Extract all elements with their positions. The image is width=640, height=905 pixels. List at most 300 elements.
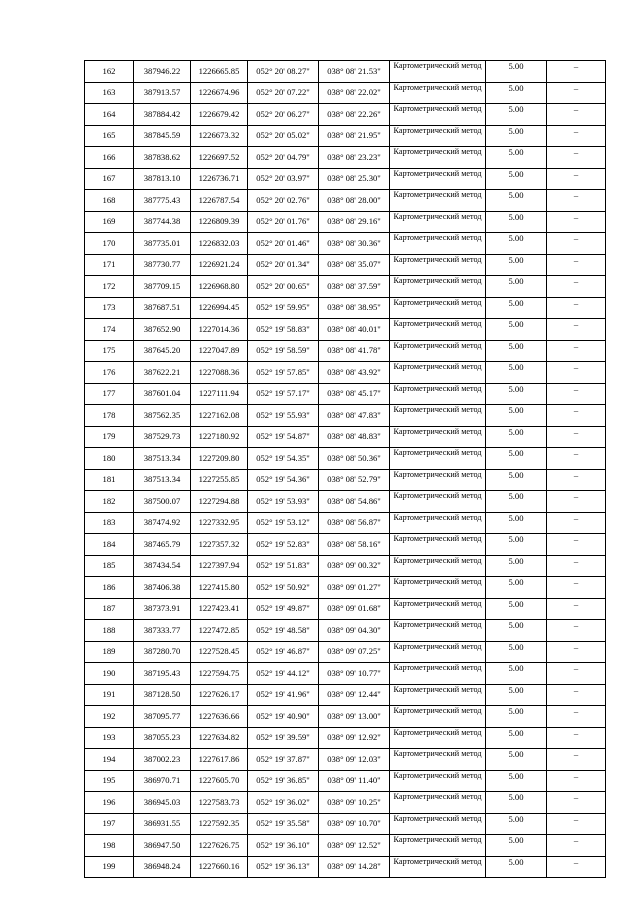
coord-y-cell: 1227617.86: [191, 749, 248, 771]
method-cell: Картометрический метод: [390, 684, 486, 706]
longitude-cell: 038° 08' 30.36": [319, 233, 390, 255]
point-number-cell: 198: [85, 835, 134, 857]
coord-x-cell: 387845.59: [134, 125, 191, 147]
point-number-cell: 187: [85, 598, 134, 620]
method-cell: Картометрический метод: [390, 555, 486, 577]
coord-x-cell: 387195.43: [134, 663, 191, 685]
point-number-cell: 193: [85, 727, 134, 749]
method-cell: Картометрический метод: [390, 147, 486, 169]
coord-y-cell: 1226809.39: [191, 211, 248, 233]
coord-y-cell: 1227162.08: [191, 405, 248, 427]
coord-x-cell: 387373.91: [134, 598, 191, 620]
coord-y-cell: 1227636.66: [191, 706, 248, 728]
method-cell: Картометрический метод: [390, 469, 486, 491]
table-row: [85, 448, 606, 470]
coord-x-cell: 387813.10: [134, 168, 191, 190]
latitude-cell: 052° 20' 03.97": [248, 168, 319, 190]
accuracy-cell: 5.00: [486, 749, 547, 771]
latitude-cell: 052° 20' 01.76": [248, 211, 319, 233]
coord-x-cell: 387474.92: [134, 512, 191, 534]
longitude-cell: 038° 09' 12.03": [319, 749, 390, 771]
coord-y-cell: 1227626.17: [191, 684, 248, 706]
point-number-cell: 199: [85, 856, 134, 878]
coord-y-cell: 1227294.88: [191, 491, 248, 513]
latitude-cell: 052° 19' 40.90": [248, 706, 319, 728]
coord-x-cell: 387055.23: [134, 727, 191, 749]
method-cell: Картометрический метод: [390, 856, 486, 878]
accuracy-cell: 5.00: [486, 620, 547, 642]
latitude-cell: 052° 19' 46.87": [248, 641, 319, 663]
accuracy-cell: 5.00: [486, 534, 547, 556]
coord-y-cell: 1227088.36: [191, 362, 248, 384]
coord-y-cell: 1227583.73: [191, 792, 248, 814]
note-cell: –: [547, 448, 606, 470]
latitude-cell: 052° 19' 57.85": [248, 362, 319, 384]
point-number-cell: 179: [85, 426, 134, 448]
longitude-cell: 038° 09' 13.00": [319, 706, 390, 728]
longitude-cell: 038° 08' 52.79": [319, 469, 390, 491]
coord-y-cell: 1226697.52: [191, 147, 248, 169]
method-cell: Картометрический метод: [390, 491, 486, 513]
latitude-cell: 052° 19' 36.02": [248, 792, 319, 814]
method-cell: Картометрический метод: [390, 254, 486, 276]
table-row: [85, 792, 606, 814]
method-cell: Картометрический метод: [390, 319, 486, 341]
coord-x-cell: 387465.79: [134, 534, 191, 556]
point-number-cell: 172: [85, 276, 134, 298]
coord-x-cell: 386970.71: [134, 770, 191, 792]
latitude-cell: 052° 19' 39.59": [248, 727, 319, 749]
coord-x-cell: 387652.90: [134, 319, 191, 341]
note-cell: –: [547, 813, 606, 835]
accuracy-cell: 5.00: [486, 61, 547, 83]
coord-y-cell: 1226921.24: [191, 254, 248, 276]
point-number-cell: 168: [85, 190, 134, 212]
coord-x-cell: 387128.50: [134, 684, 191, 706]
table-row: [85, 770, 606, 792]
method-cell: Картометрический метод: [390, 190, 486, 212]
latitude-cell: 052° 19' 36.10": [248, 835, 319, 857]
accuracy-cell: 5.00: [486, 168, 547, 190]
point-number-cell: 189: [85, 641, 134, 663]
coord-x-cell: 387913.57: [134, 82, 191, 104]
accuracy-cell: 5.00: [486, 813, 547, 835]
coord-y-cell: 1227634.82: [191, 727, 248, 749]
note-cell: –: [547, 512, 606, 534]
coord-y-cell: 1227660.16: [191, 856, 248, 878]
note-cell: –: [547, 770, 606, 792]
longitude-cell: 038° 08' 22.26": [319, 104, 390, 126]
coord-y-cell: 1227397.94: [191, 555, 248, 577]
accuracy-cell: 5.00: [486, 426, 547, 448]
latitude-cell: 052° 19' 58.83": [248, 319, 319, 341]
note-cell: –: [547, 319, 606, 341]
table-row: [85, 469, 606, 491]
accuracy-cell: 5.00: [486, 125, 547, 147]
table-row: [85, 684, 606, 706]
note-cell: –: [547, 469, 606, 491]
longitude-cell: 038° 09' 10.70": [319, 813, 390, 835]
method-cell: Картометрический метод: [390, 534, 486, 556]
coord-x-cell: 387884.42: [134, 104, 191, 126]
coord-x-cell: 387095.77: [134, 706, 191, 728]
note-cell: –: [547, 405, 606, 427]
table-row: [85, 211, 606, 233]
point-number-cell: 185: [85, 555, 134, 577]
accuracy-cell: 5.00: [486, 82, 547, 104]
coord-x-cell: 387333.77: [134, 620, 191, 642]
note-cell: –: [547, 663, 606, 685]
coord-y-cell: 1226994.45: [191, 297, 248, 319]
latitude-cell: 052° 20' 02.76": [248, 190, 319, 212]
point-number-cell: 170: [85, 233, 134, 255]
accuracy-cell: 5.00: [486, 792, 547, 814]
method-cell: Картометрический метод: [390, 168, 486, 190]
table-row: [85, 297, 606, 319]
accuracy-cell: 5.00: [486, 297, 547, 319]
latitude-cell: 052° 20' 05.02": [248, 125, 319, 147]
note-cell: –: [547, 61, 606, 83]
latitude-cell: 052° 19' 52.83": [248, 534, 319, 556]
longitude-cell: 038° 08' 41.78": [319, 340, 390, 362]
coord-x-cell: 387645.20: [134, 340, 191, 362]
longitude-cell: 038° 08' 37.59": [319, 276, 390, 298]
coord-y-cell: 1227415.80: [191, 577, 248, 599]
longitude-cell: 038° 08' 21.53": [319, 61, 390, 83]
latitude-cell: 052° 19' 48.58": [248, 620, 319, 642]
point-number-cell: 167: [85, 168, 134, 190]
coord-y-cell: 1227626.75: [191, 835, 248, 857]
longitude-cell: 038° 08' 35.07": [319, 254, 390, 276]
method-cell: Картометрический метод: [390, 297, 486, 319]
longitude-cell: 038° 09' 07.25": [319, 641, 390, 663]
table-row: [85, 383, 606, 405]
note-cell: –: [547, 706, 606, 728]
coord-y-cell: 1227209.80: [191, 448, 248, 470]
latitude-cell: 052° 20' 01.46": [248, 233, 319, 255]
coord-y-cell: 1227594.75: [191, 663, 248, 685]
method-cell: Картометрический метод: [390, 276, 486, 298]
coord-x-cell: 387562.35: [134, 405, 191, 427]
longitude-cell: 038° 08' 50.36": [319, 448, 390, 470]
longitude-cell: 038° 08' 48.83": [319, 426, 390, 448]
table-row: [85, 405, 606, 427]
latitude-cell: 052° 20' 06.27": [248, 104, 319, 126]
latitude-cell: 052° 20' 01.34": [248, 254, 319, 276]
coord-x-cell: 386931.55: [134, 813, 191, 835]
longitude-cell: 038° 08' 40.01": [319, 319, 390, 341]
method-cell: Картометрический метод: [390, 620, 486, 642]
accuracy-cell: 5.00: [486, 448, 547, 470]
point-number-cell: 162: [85, 61, 134, 83]
coord-y-cell: 1226787.54: [191, 190, 248, 212]
coord-x-cell: 387280.70: [134, 641, 191, 663]
accuracy-cell: 5.00: [486, 512, 547, 534]
point-number-cell: 182: [85, 491, 134, 513]
table-row: [85, 512, 606, 534]
longitude-cell: 038° 08' 23.23": [319, 147, 390, 169]
latitude-cell: 052° 19' 35.58": [248, 813, 319, 835]
table-row: [85, 168, 606, 190]
note-cell: –: [547, 147, 606, 169]
point-number-cell: 190: [85, 663, 134, 685]
method-cell: Картометрический метод: [390, 727, 486, 749]
point-number-cell: 197: [85, 813, 134, 835]
note-cell: –: [547, 276, 606, 298]
longitude-cell: 038° 09' 10.25": [319, 792, 390, 814]
method-cell: Картометрический метод: [390, 125, 486, 147]
accuracy-cell: 5.00: [486, 663, 547, 685]
method-cell: Картометрический метод: [390, 82, 486, 104]
table-row: [85, 82, 606, 104]
accuracy-cell: 5.00: [486, 211, 547, 233]
method-cell: Картометрический метод: [390, 749, 486, 771]
accuracy-cell: 5.00: [486, 276, 547, 298]
coord-x-cell: 386945.03: [134, 792, 191, 814]
longitude-cell: 038° 09' 01.68": [319, 598, 390, 620]
table-row: [85, 555, 606, 577]
longitude-cell: 038° 08' 25.30": [319, 168, 390, 190]
longitude-cell: 038° 08' 29.16": [319, 211, 390, 233]
longitude-cell: 038° 08' 22.02": [319, 82, 390, 104]
coord-y-cell: 1227255.85: [191, 469, 248, 491]
coord-x-cell: 387946.22: [134, 61, 191, 83]
longitude-cell: 038° 08' 56.87": [319, 512, 390, 534]
table-row: [85, 104, 606, 126]
longitude-cell: 038° 09' 12.92": [319, 727, 390, 749]
method-cell: Картометрический метод: [390, 577, 486, 599]
table-row: [85, 835, 606, 857]
method-cell: Картометрический метод: [390, 104, 486, 126]
table-row: [85, 598, 606, 620]
point-number-cell: 177: [85, 383, 134, 405]
method-cell: Картометрический метод: [390, 61, 486, 83]
table-row: [85, 856, 606, 878]
coord-x-cell: 387529.73: [134, 426, 191, 448]
latitude-cell: 052° 19' 50.92": [248, 577, 319, 599]
point-number-cell: 165: [85, 125, 134, 147]
table-body: [85, 61, 606, 878]
note-cell: –: [547, 168, 606, 190]
longitude-cell: 038° 09' 10.77": [319, 663, 390, 685]
coord-y-cell: 1227332.95: [191, 512, 248, 534]
coord-x-cell: 387434.54: [134, 555, 191, 577]
method-cell: Картометрический метод: [390, 448, 486, 470]
accuracy-cell: 5.00: [486, 598, 547, 620]
note-cell: –: [547, 82, 606, 104]
point-number-cell: 171: [85, 254, 134, 276]
accuracy-cell: 5.00: [486, 469, 547, 491]
note-cell: –: [547, 233, 606, 255]
method-cell: Картометрический метод: [390, 641, 486, 663]
method-cell: Картометрический метод: [390, 405, 486, 427]
latitude-cell: 052° 19' 54.36": [248, 469, 319, 491]
longitude-cell: 038° 09' 12.44": [319, 684, 390, 706]
method-cell: Картометрический метод: [390, 663, 486, 685]
longitude-cell: 038° 09' 00.32": [319, 555, 390, 577]
latitude-cell: 052° 19' 53.12": [248, 512, 319, 534]
method-cell: Картометрический метод: [390, 233, 486, 255]
point-number-cell: 183: [85, 512, 134, 534]
accuracy-cell: 5.00: [486, 706, 547, 728]
longitude-cell: 038° 09' 04.30": [319, 620, 390, 642]
accuracy-cell: 5.00: [486, 319, 547, 341]
note-cell: –: [547, 577, 606, 599]
table-row: [85, 534, 606, 556]
coord-y-cell: 1226968.80: [191, 276, 248, 298]
method-cell: Картометрический метод: [390, 362, 486, 384]
coord-y-cell: 1227605.70: [191, 770, 248, 792]
coord-x-cell: 386947.50: [134, 835, 191, 857]
method-cell: Картометрический метод: [390, 512, 486, 534]
table-row: [85, 190, 606, 212]
coord-x-cell: 387601.04: [134, 383, 191, 405]
point-number-cell: 164: [85, 104, 134, 126]
longitude-cell: 038° 09' 11.40": [319, 770, 390, 792]
coord-y-cell: 1226674.96: [191, 82, 248, 104]
point-number-cell: 163: [85, 82, 134, 104]
point-number-cell: 166: [85, 147, 134, 169]
longitude-cell: 038° 08' 54.86": [319, 491, 390, 513]
point-number-cell: 178: [85, 405, 134, 427]
note-cell: –: [547, 383, 606, 405]
coord-x-cell: 387838.62: [134, 147, 191, 169]
note-cell: –: [547, 491, 606, 513]
longitude-cell: 038° 09' 14.28": [319, 856, 390, 878]
method-cell: Картометрический метод: [390, 383, 486, 405]
coord-x-cell: 387730.77: [134, 254, 191, 276]
latitude-cell: 052° 19' 57.17": [248, 383, 319, 405]
coord-y-cell: 1227357.32: [191, 534, 248, 556]
point-number-cell: 169: [85, 211, 134, 233]
longitude-cell: 038° 08' 28.00": [319, 190, 390, 212]
coord-y-cell: 1227111.94: [191, 383, 248, 405]
point-number-cell: 175: [85, 340, 134, 362]
coord-y-cell: 1227528.45: [191, 641, 248, 663]
accuracy-cell: 5.00: [486, 147, 547, 169]
longitude-cell: 038° 08' 58.16": [319, 534, 390, 556]
accuracy-cell: 5.00: [486, 254, 547, 276]
table-row: [85, 61, 606, 83]
accuracy-cell: 5.00: [486, 491, 547, 513]
table-row: [85, 340, 606, 362]
note-cell: –: [547, 426, 606, 448]
point-number-cell: 176: [85, 362, 134, 384]
coord-y-cell: 1226832.03: [191, 233, 248, 255]
coord-x-cell: 387775.43: [134, 190, 191, 212]
longitude-cell: 038° 08' 47.83": [319, 405, 390, 427]
note-cell: –: [547, 254, 606, 276]
point-number-cell: 184: [85, 534, 134, 556]
latitude-cell: 052° 20' 04.79": [248, 147, 319, 169]
accuracy-cell: 5.00: [486, 405, 547, 427]
coord-x-cell: 387500.07: [134, 491, 191, 513]
coord-x-cell: 387513.34: [134, 448, 191, 470]
latitude-cell: 052° 19' 54.35": [248, 448, 319, 470]
latitude-cell: 052° 20' 08.27": [248, 61, 319, 83]
latitude-cell: 052° 19' 49.87": [248, 598, 319, 620]
latitude-cell: 052° 20' 00.65": [248, 276, 319, 298]
table-row: [85, 233, 606, 255]
point-number-cell: 192: [85, 706, 134, 728]
latitude-cell: 052° 19' 36.13": [248, 856, 319, 878]
note-cell: –: [547, 534, 606, 556]
latitude-cell: 052° 19' 37.87": [248, 749, 319, 771]
coord-x-cell: 387002.23: [134, 749, 191, 771]
coord-y-cell: 1226736.71: [191, 168, 248, 190]
note-cell: –: [547, 125, 606, 147]
longitude-cell: 038° 08' 43.92": [319, 362, 390, 384]
table-row: [85, 426, 606, 448]
note-cell: –: [547, 211, 606, 233]
table-row: [85, 491, 606, 513]
point-number-cell: 173: [85, 297, 134, 319]
note-cell: –: [547, 856, 606, 878]
note-cell: –: [547, 555, 606, 577]
accuracy-cell: 5.00: [486, 835, 547, 857]
accuracy-cell: 5.00: [486, 555, 547, 577]
coord-y-cell: 1227423.41: [191, 598, 248, 620]
note-cell: –: [547, 684, 606, 706]
accuracy-cell: 5.00: [486, 577, 547, 599]
table-row: [85, 641, 606, 663]
coordinates-table: [84, 60, 606, 878]
coord-y-cell: 1227047.89: [191, 340, 248, 362]
table-row: [85, 813, 606, 835]
coord-x-cell: 386948.24: [134, 856, 191, 878]
method-cell: Картометрический метод: [390, 211, 486, 233]
accuracy-cell: 5.00: [486, 684, 547, 706]
accuracy-cell: 5.00: [486, 856, 547, 878]
accuracy-cell: 5.00: [486, 362, 547, 384]
latitude-cell: 052° 19' 54.87": [248, 426, 319, 448]
coord-y-cell: 1227592.35: [191, 813, 248, 835]
point-number-cell: 174: [85, 319, 134, 341]
coord-y-cell: 1226673.32: [191, 125, 248, 147]
longitude-cell: 038° 09' 01.27": [319, 577, 390, 599]
note-cell: –: [547, 190, 606, 212]
note-cell: –: [547, 104, 606, 126]
longitude-cell: 038° 09' 12.52": [319, 835, 390, 857]
table-row: [85, 362, 606, 384]
note-cell: –: [547, 362, 606, 384]
note-cell: –: [547, 792, 606, 814]
table-row: [85, 125, 606, 147]
table-row: [85, 706, 606, 728]
point-number-cell: 194: [85, 749, 134, 771]
note-cell: –: [547, 749, 606, 771]
coord-x-cell: 387735.01: [134, 233, 191, 255]
point-number-cell: 186: [85, 577, 134, 599]
method-cell: Картометрический метод: [390, 598, 486, 620]
latitude-cell: 052° 19' 51.83": [248, 555, 319, 577]
table-row: [85, 727, 606, 749]
method-cell: Картометрический метод: [390, 792, 486, 814]
note-cell: –: [547, 620, 606, 642]
method-cell: Картометрический метод: [390, 706, 486, 728]
coord-x-cell: 387687.51: [134, 297, 191, 319]
method-cell: Картометрический метод: [390, 813, 486, 835]
accuracy-cell: 5.00: [486, 104, 547, 126]
accuracy-cell: 5.00: [486, 383, 547, 405]
latitude-cell: 052° 19' 44.12": [248, 663, 319, 685]
point-number-cell: 191: [85, 684, 134, 706]
note-cell: –: [547, 598, 606, 620]
coord-x-cell: 387744.38: [134, 211, 191, 233]
method-cell: Картометрический метод: [390, 340, 486, 362]
coord-y-cell: 1227472.85: [191, 620, 248, 642]
table-row: [85, 577, 606, 599]
